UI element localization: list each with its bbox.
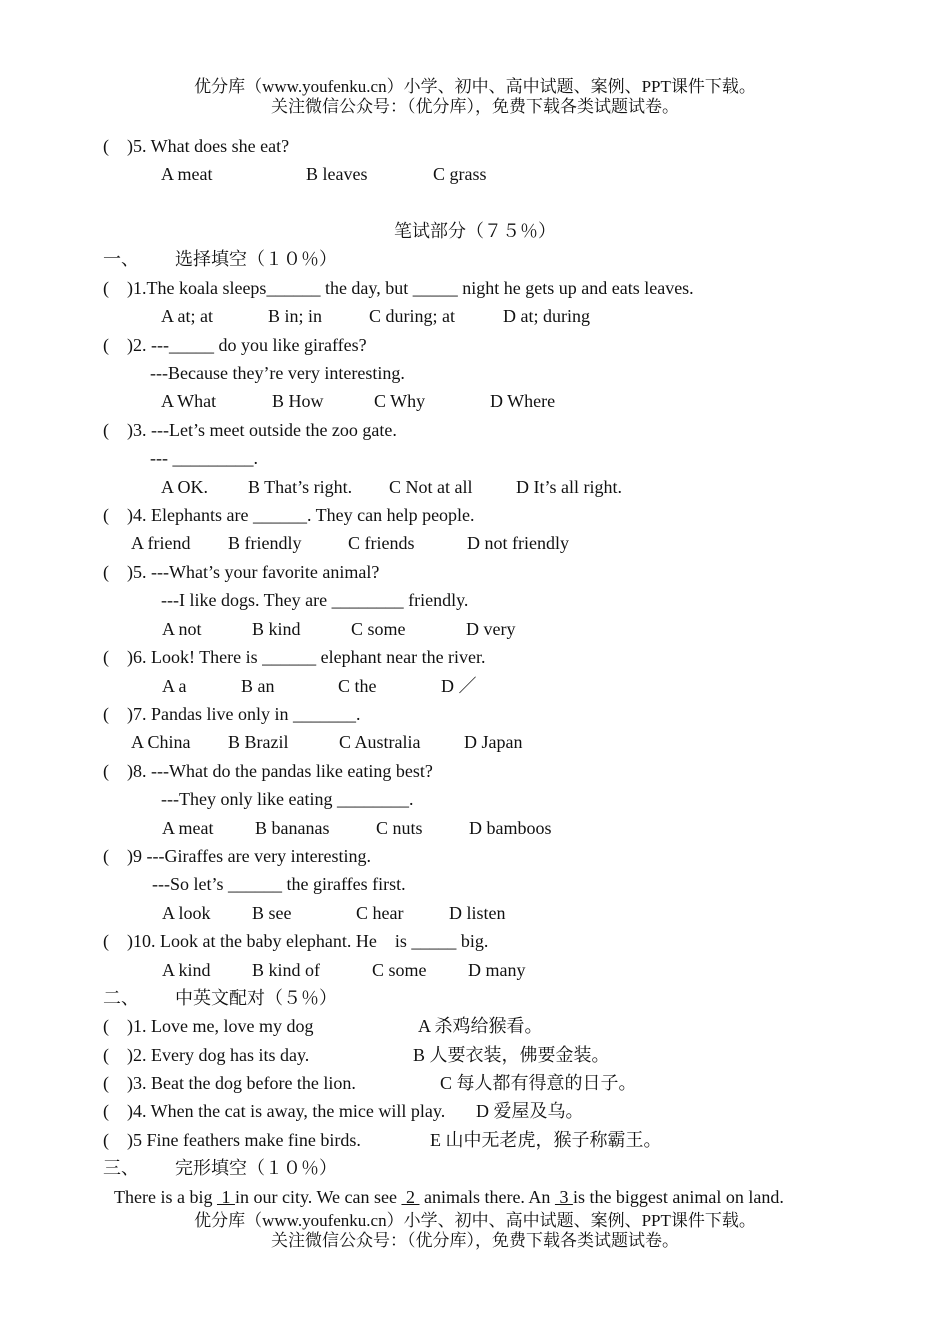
s1-q3-option-a: A OK. <box>161 477 209 497</box>
s1-q4-stem: ( )4. Elephants are ______. They can help people. <box>103 505 475 525</box>
header-line-2: 关注微信公众号：（优分库），免费下载各类试题试卷。 <box>271 97 679 116</box>
s2-pair4-cn: D 爱屋及乌。 <box>476 1101 584 1121</box>
s1-q9-stem: ( )9 ---Giraffes are very interesting. <box>103 846 372 866</box>
s1-q3-stem: ( )3. ---Let’s meet outside the zoo gate. <box>103 420 397 440</box>
cloze-text-2: in our city. We can see <box>234 1187 402 1207</box>
s1-q10-stem: ( )10. Look at the baby elephant. He is _____ big. <box>103 931 489 951</box>
s1-q4-option-b: B friendly <box>228 533 302 553</box>
listening-q5-stem: ( )5. What does she eat? <box>103 136 290 156</box>
s1-q5-sub: ---I like dogs. They are ________ friendly. <box>161 590 469 610</box>
s2-pair1-cn: A 杀鸡给猴看。 <box>418 1016 543 1036</box>
s1-q6-stem: ( )6. Look! There is ______ elephant near the river. <box>103 647 486 667</box>
s1-q7-option-a: A China <box>131 732 191 752</box>
s1-q4-option-c: C friends <box>348 533 415 553</box>
s1-q5-option-b: B kind <box>252 619 301 639</box>
s1-q10-option-c: C some <box>372 960 427 980</box>
s1-q8-stem: ( )8. ---What do the pandas like eating best? <box>103 761 433 781</box>
cloze-text-3: animals there. An <box>419 1187 555 1207</box>
s1-q5-option-d: D very <box>466 619 516 639</box>
footer-line-1: 优分库（www.youfenku.cn）小学、初中、高中试题、案例、PPT课件下载。 <box>194 1211 756 1230</box>
listening-q5-option-b: B leaves <box>306 164 368 184</box>
s1-q7-option-c: C Australia <box>339 732 421 752</box>
written-part-title: 笔试部分（７５％） <box>394 221 556 241</box>
s1-q6-option-a: A a <box>162 676 187 696</box>
s1-q9-sub: ---So let’s ______ the giraffes first. <box>152 874 406 894</box>
s1-q1-option-c: C during; at <box>369 306 455 326</box>
s2-pair3-cn: C 每人都有得意的日子。 <box>440 1073 637 1093</box>
s2-pair2-en: ( )2. Every dog has its day. <box>103 1045 310 1065</box>
listening-q5-option-a: A meat <box>161 164 213 184</box>
s1-q7-option-d: D Japan <box>464 732 523 752</box>
s1-q9-option-d: D listen <box>449 903 506 923</box>
s1-q8-option-c: C nuts <box>376 818 423 838</box>
s1-q4-option-d: D not friendly <box>467 533 569 553</box>
s1-q8-sub: ---They only like eating ________. <box>161 789 414 809</box>
s1-q2-option-a: A What <box>161 391 217 411</box>
s1-q2-option-b: B How <box>272 391 324 411</box>
s2-pair3-en: ( )3. Beat the dog before the lion. <box>103 1073 356 1093</box>
s1-q9-option-a: A look <box>162 903 211 923</box>
s1-q10-option-b: B kind of <box>252 960 321 980</box>
s1-q1-option-d: D at; during <box>503 306 590 326</box>
s1-q1-option-a: A at; at <box>161 306 213 326</box>
s1-q3-option-b: B That’s right. <box>248 477 353 497</box>
section3-title: 三、 完形填空（１０％） <box>103 1158 337 1178</box>
s1-q10-option-d: D many <box>468 960 526 980</box>
cloze-paragraph <box>114 1186 784 1208</box>
s1-q9-option-b: B see <box>252 903 292 923</box>
s1-q3-sub: --- _________. <box>150 448 258 468</box>
s1-q8-option-b: B bananas <box>255 818 330 838</box>
s1-q5-option-a: A not <box>162 619 202 639</box>
cloze-text-4: is the biggest animal on land. <box>572 1187 784 1207</box>
s1-q6-option-b: B an <box>241 676 275 696</box>
s1-q2-sub: ---Because they’re very interesting. <box>150 363 405 383</box>
s2-pair1-en: ( )1. Love me, love my dog <box>103 1016 314 1036</box>
cloze-blank-1: 1 <box>216 1187 235 1207</box>
s1-q6-option-c: C the <box>338 676 377 696</box>
s1-q4-option-a: A friend <box>131 533 191 553</box>
s1-q2-option-c: C Why <box>374 391 426 411</box>
s1-q7-stem: ( )7. Pandas live only in _______. <box>103 704 361 724</box>
s1-q3-option-d: D It’s all right. <box>516 477 622 497</box>
s1-q8-option-a: A meat <box>162 818 214 838</box>
listening-q5-option-c: C grass <box>433 164 487 184</box>
s1-q5-option-c: C some <box>351 619 406 639</box>
s1-q2-option-d: D Where <box>490 391 556 411</box>
s1-q10-option-a: A kind <box>162 960 211 980</box>
s1-q6-option-d: D ／ <box>441 676 477 696</box>
s2-pair4-en: ( )4. When the cat is away, the mice will play. <box>103 1101 446 1121</box>
cloze-text-1: There is a big <box>114 1187 217 1207</box>
section2-title: 二、 中英文配对（５％） <box>103 988 337 1008</box>
header-line-1: 优分库（www.youfenku.cn）小学、初中、高中试题、案例、PPT课件下载。 <box>194 77 756 96</box>
cloze-blank-2: 2 <box>401 1187 420 1207</box>
s1-q5-stem: ( )5. ---What’s your favorite animal? <box>103 562 380 582</box>
s2-pair5-cn: E 山中无老虎，猴子称霸王。 <box>430 1130 662 1150</box>
footer-line-2: 关注微信公众号：（优分库），免费下载各类试题试卷。 <box>271 1231 679 1250</box>
cloze-blank-3: 3 <box>554 1187 573 1207</box>
s1-q3-option-c: C Not at all <box>389 477 473 497</box>
s2-pair5-en: ( )5 Fine feathers make fine birds. <box>103 1130 361 1150</box>
s1-q7-option-b: B Brazil <box>228 732 289 752</box>
s1-q8-option-d: D bamboos <box>469 818 552 838</box>
s1-q1-option-b: B in; in <box>268 306 323 326</box>
section1-title: 一、 选择填空（１０％） <box>103 249 337 269</box>
s2-pair2-cn: B 人要衣装，佛要金装。 <box>413 1045 610 1065</box>
s1-q2-stem: ( )2. ---_____ do you like giraffes? <box>103 335 367 355</box>
s1-q1-stem: ( )1.The koala sleeps______ the day, but _____ night he gets up and eats leaves. <box>103 278 694 298</box>
s1-q9-option-c: C hear <box>356 903 404 923</box>
